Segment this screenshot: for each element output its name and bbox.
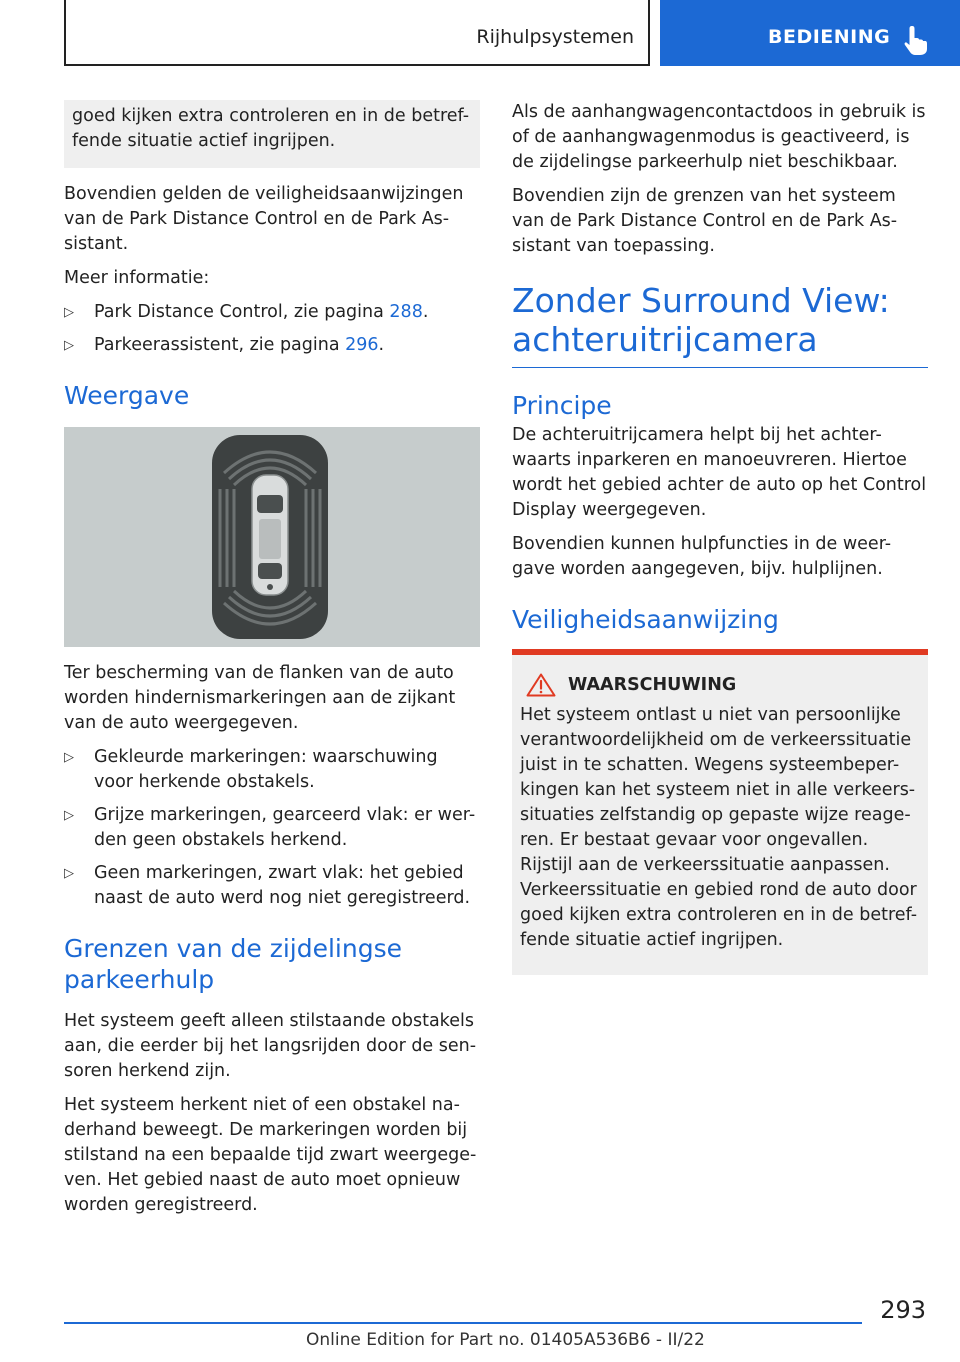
- page-number: 293: [880, 1296, 926, 1324]
- footer-edition: Online Edition for Part no. 01405A536B6 - II/22: [306, 1330, 705, 1350]
- list-item: ▷ Grijze markeringen, gearceerd vlak: er wer-den geen obstakels herkend.: [64, 803, 480, 853]
- header-section-tab: [64, 0, 650, 66]
- warning-header: [520, 673, 920, 697]
- header-section-title: Rijhulpsystemen: [476, 26, 634, 48]
- warning-triangle-icon: [526, 673, 556, 697]
- header-chapter-tab: [660, 0, 960, 66]
- reference-list: [64, 300, 480, 358]
- heading-weergave: Weergave: [64, 381, 190, 410]
- left-column: [64, 100, 480, 1227]
- continued-warning-box: [64, 100, 480, 168]
- page-link-296[interactable]: 296: [345, 335, 379, 355]
- car-top-view-illustration: [64, 427, 480, 647]
- parking-display-illustration: [64, 427, 480, 647]
- header-chapter-title: BEDIENING: [768, 26, 891, 48]
- paragraph: Het systeem geeft alleen stilstaande obstakels aan, die eerder bij het langsrijden door de sen-soren herkend zijn.: [64, 1011, 477, 1081]
- heading-veiligheidsaanwijzing: Veiligheidsaanwijzing: [512, 605, 779, 634]
- page-link-288[interactable]: 288: [389, 302, 423, 322]
- paragraph: Het systeem herkent niet of een obstakel na-derhand beweegt. De markeringen worden bij stilstand na een bepaalde tijd zwart weergege-ven. Het gebied naast de auto moet opnieuw worden geregistreerd.: [64, 1095, 477, 1215]
- heading-grenzen: Grenzen van de zijdelingse parkeerhulp: [64, 934, 403, 994]
- list-item: ▷ Parkeerassistent, zie pagina 296.: [64, 333, 480, 358]
- warning-text: Rijstijl aan de verkeerssituatie aanpassen. Verkeerssituatie en gebied rond de auto door goed kijken extra controleren en in de betref-fende situatie actief ingrijpen.: [520, 855, 918, 950]
- heading-achteruitrijcamera: Zonder Surround View: achteruitrijcamera: [512, 281, 928, 368]
- list-item: ▷ Gekleurde markeringen: waarschuwing voor herkende obstakels.: [64, 745, 480, 795]
- marking-list: [64, 745, 480, 911]
- right-column: [512, 100, 928, 975]
- paragraph: Bovendien gelden de veiligheidsaanwijzingen van de Park Distance Control en de Park As-sistant.: [64, 184, 464, 254]
- paragraph: Bovendien kunnen hulpfuncties in de weer-gave worden aangegeven, bijv. hulplijnen.: [512, 534, 892, 579]
- paragraph: Meer informatie:: [64, 268, 210, 288]
- list-item: ▷ Geen markeringen, zwart vlak: het gebied naast de auto werd nog niet geregistreerd.: [64, 861, 480, 911]
- warning-box: [512, 649, 928, 975]
- pointing-hand-icon: [902, 24, 930, 56]
- paragraph: Bovendien zijn de grenzen van het systeem van de Park Distance Control en de Park As-sistant van toepassing.: [512, 186, 898, 256]
- paragraph: Als de aanhangwagencontactdoos in gebruik is of de aanhangwagenmodus is geactiveerd, is de zijdelingse parkeerhulp niet beschikbaar.: [512, 102, 926, 172]
- footer-divider: [64, 1322, 862, 1324]
- paragraph: De achteruitrijcamera helpt bij het achter-waarts inparkeren en manoeuvreren. Hiertoe wordt het gebied achter de auto op het Control Display weergegeven.: [512, 425, 927, 520]
- warning-text: Het systeem ontlast u niet van persoonlijke verantwoordelijkheid om de verkeerssituatie juist in te schatten. Wegens systeembeper-kingen kan het systeem niet in alle verkeers-situaties zelfstandig op gepaste wijze reage-ren. Er bestaat gevaar voor ongevallen.: [520, 705, 916, 850]
- paragraph: Ter bescherming van de flanken van de auto worden hindernismarkeringen aan de zijkant van de auto weergegeven.: [64, 663, 456, 733]
- list-item: ▷ Park Distance Control, zie pagina 288.: [64, 300, 480, 325]
- heading-principe: Principe: [512, 391, 612, 420]
- warning-title: WAARSCHUWING: [568, 675, 737, 695]
- continued-warning-text: goed kijken extra controleren en in de betref-fende situatie actief ingrijpen.: [72, 106, 470, 151]
